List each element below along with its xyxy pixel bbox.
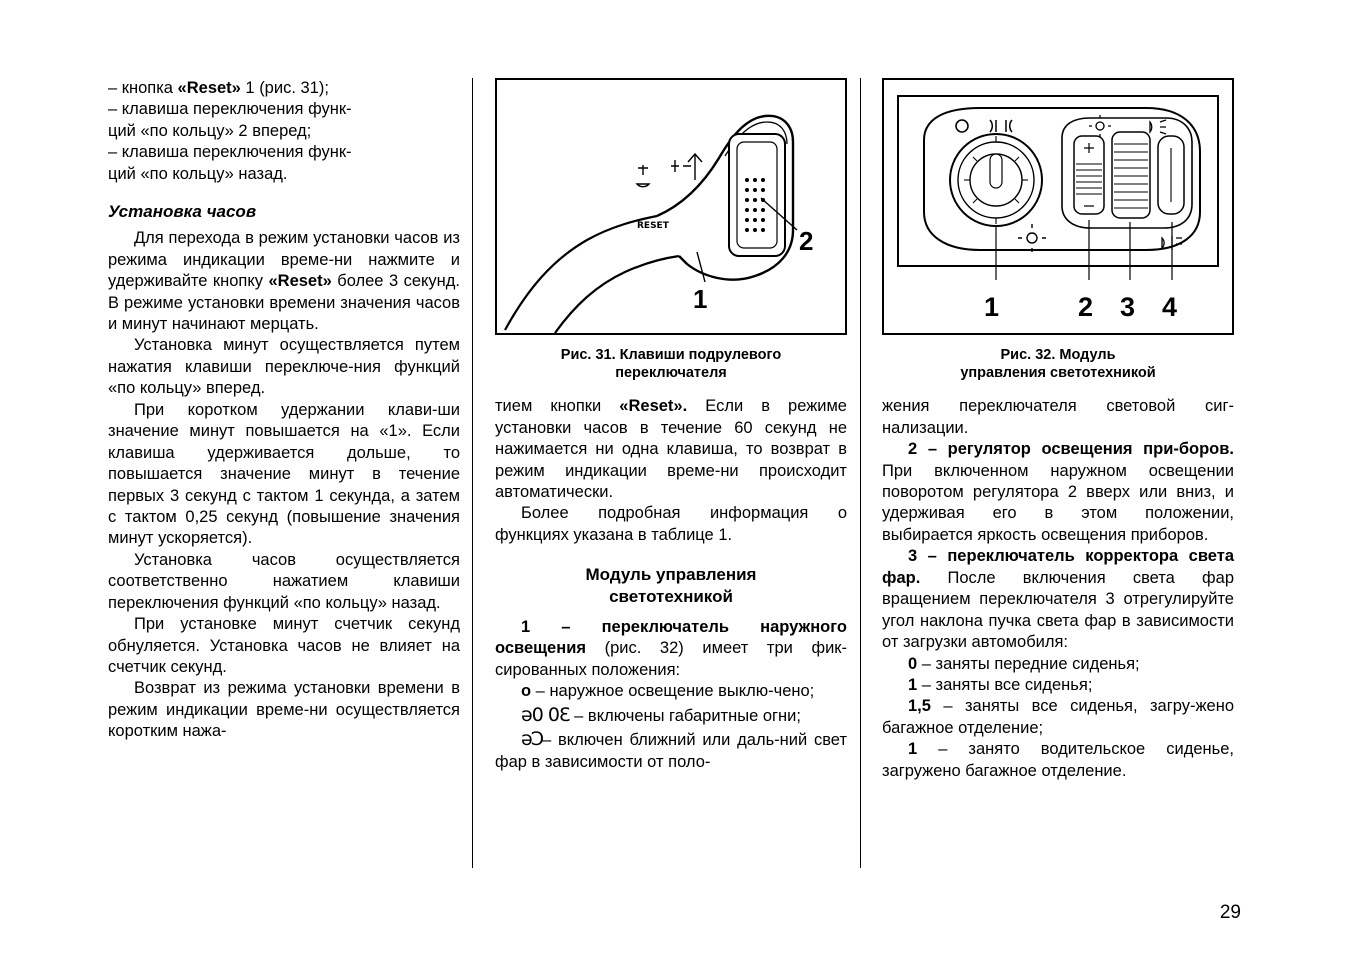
- paragraph-option-beam: [495, 727, 847, 773]
- list-item: [882, 696, 1234, 739]
- option-beam-rest: – включен ближний или даль-ний свет фар в зависимости от поло-: [495, 731, 847, 771]
- column-divider-1: [472, 78, 473, 868]
- svg-text:2: 2: [799, 226, 814, 256]
- paragraph: Установка часов осуществляется соответственно нажатием клавиши переключения функций «по кольцу» назад.: [108, 550, 460, 612]
- text-column-1: [108, 78, 460, 743]
- option-o-rest: – наружное освещение выклю-чено;: [531, 682, 815, 701]
- figure-32-box: [882, 78, 1234, 335]
- list-item-value: 1,5: [908, 697, 931, 716]
- option-o-bold: o: [521, 682, 532, 701]
- paragraph: Установка минут осуществляется путем нажатия клавиши переключе-ния функций «по кольцу» вперед.: [108, 336, 460, 398]
- paragraph-option-off: [495, 681, 847, 702]
- list-item: [882, 739, 1234, 782]
- column-divider-2: [860, 78, 861, 868]
- figure-32-caption-line1: Рис. 32. Модуль: [1000, 347, 1116, 363]
- paragraph-item-1: [495, 617, 847, 681]
- list-item-text: – заняты все сиденья, загру-жено багажное отделение;: [882, 697, 1234, 737]
- paragraph: жения переключателя световой сиг-нализации.: [882, 397, 1234, 437]
- item-1-rest: (рис. 32) имеет три фик-сированных положения:: [495, 639, 847, 679]
- figure-31-caption-line1: Рис. 31. Клавиши подрулевого: [560, 347, 782, 363]
- heading-line2: светотехникой: [609, 586, 733, 606]
- text-column-2: [495, 78, 847, 773]
- list-item-text: – занято водительское сиденье, загружено багажное отделение.: [882, 740, 1234, 780]
- item-2-rest: При включенном наружном освещении поворотом регулятора 2 вверх или вниз, и удерживая его в этом положении, выбирается яркость освещения приборов.: [882, 461, 1234, 544]
- list-item-value: 0: [908, 654, 918, 673]
- figure-32-caption: [882, 346, 1234, 382]
- parking-lights-icon: ǝ0 0Ɛ: [521, 703, 570, 726]
- heading-line1: Модуль управления: [585, 565, 757, 585]
- figure-31-box: [495, 78, 847, 335]
- figure-32-illustration: [884, 80, 1232, 333]
- list-item-text: – заняты передние сиденья;: [917, 654, 1140, 673]
- figure-32-caption-line2: управления светотехникой: [960, 365, 1156, 382]
- paragraph: Более подробная информация о функциях указана в таблице 1.: [495, 504, 847, 544]
- list-item: [882, 654, 1234, 675]
- page-number: 29: [1219, 902, 1241, 923]
- bullet-item: – клавиша переключения функ- ций «по кольцу» 2 вперед;: [108, 100, 352, 140]
- item-3-bold: 3 – переключатель корректора света фар.: [882, 547, 1234, 587]
- bullet-item: – клавиша переключения функ- ций «по кольцу» назад.: [108, 143, 352, 183]
- paragraph: При установке минут счетчик секунд обнуляется. Установка часов не влияет на счетчик секунд.: [108, 615, 460, 677]
- figure-31-caption-line2: переключателя: [615, 365, 727, 382]
- paragraph-item-3: [882, 546, 1234, 653]
- svg-text:3: 3: [1120, 292, 1136, 322]
- svg-text:1: 1: [693, 284, 708, 314]
- text-column-3: [882, 78, 1234, 782]
- item-2-bold: 2 – регулятор освещения при-боров.: [908, 440, 1234, 459]
- reset-label: RESET: [637, 221, 669, 231]
- paragraph: Возврат из режима установки времени в режим индикации време-ни осуществляется коротким нажа-: [108, 679, 460, 741]
- paragraph: Для перехода в режим установки часов из режима индикации време-ни нажмите и удерживайте кнопку «Reset» более 3 секунд. В режиме установки времени значения часов и минут начинают мерцать.: [108, 229, 460, 334]
- svg-text:1: 1: [984, 292, 1000, 322]
- list-item: [882, 675, 1234, 696]
- item-3-rest: После включения света фар вращением переключателя 3 отрегулируйте угол наклона пучка света фар в зависимости от загрузки автомобиля:: [882, 568, 1234, 652]
- paragraph-option-parking: [495, 703, 847, 728]
- section-heading-light-module: [495, 564, 847, 607]
- figure-31-caption: [495, 346, 847, 382]
- bullet-item: – кнопка «Reset» 1 (рис. 31);: [108, 79, 329, 97]
- figure-31-illustration: [497, 80, 845, 333]
- paragraph: При коротком удержании клави-ши значение минут повышается на «1». Если клавиша удерживается дольше, то повышается значение минут в течение первых 3 секунд с тактом 1 секунда, а затем с тактом 0,25 секунд (повышение значения минут ускоряется).: [108, 400, 460, 548]
- section-heading-clock-setup: Установка часов: [108, 202, 257, 222]
- paragraph-item-2: [882, 439, 1234, 546]
- option-parking-rest: – включены габаритные огни;: [569, 706, 801, 725]
- list-item-text: – заняты все сиденья;: [917, 675, 1093, 694]
- list-item-value: 1: [908, 740, 918, 759]
- paragraph: тием кнопки «Reset». Если в режиме установки часов в течение 60 секунд не нажимается ни одна клавиша, то возврат в режим индикации време-ни происходит автоматически.: [495, 397, 847, 501]
- list-item-value: 1: [908, 675, 918, 694]
- svg-text:4: 4: [1162, 292, 1178, 322]
- item-1-bold: 1 – переключатель наружного освещения: [495, 617, 847, 658]
- svg-text:2: 2: [1078, 292, 1094, 322]
- headlight-beam-icon: ǝƆ: [521, 728, 543, 751]
